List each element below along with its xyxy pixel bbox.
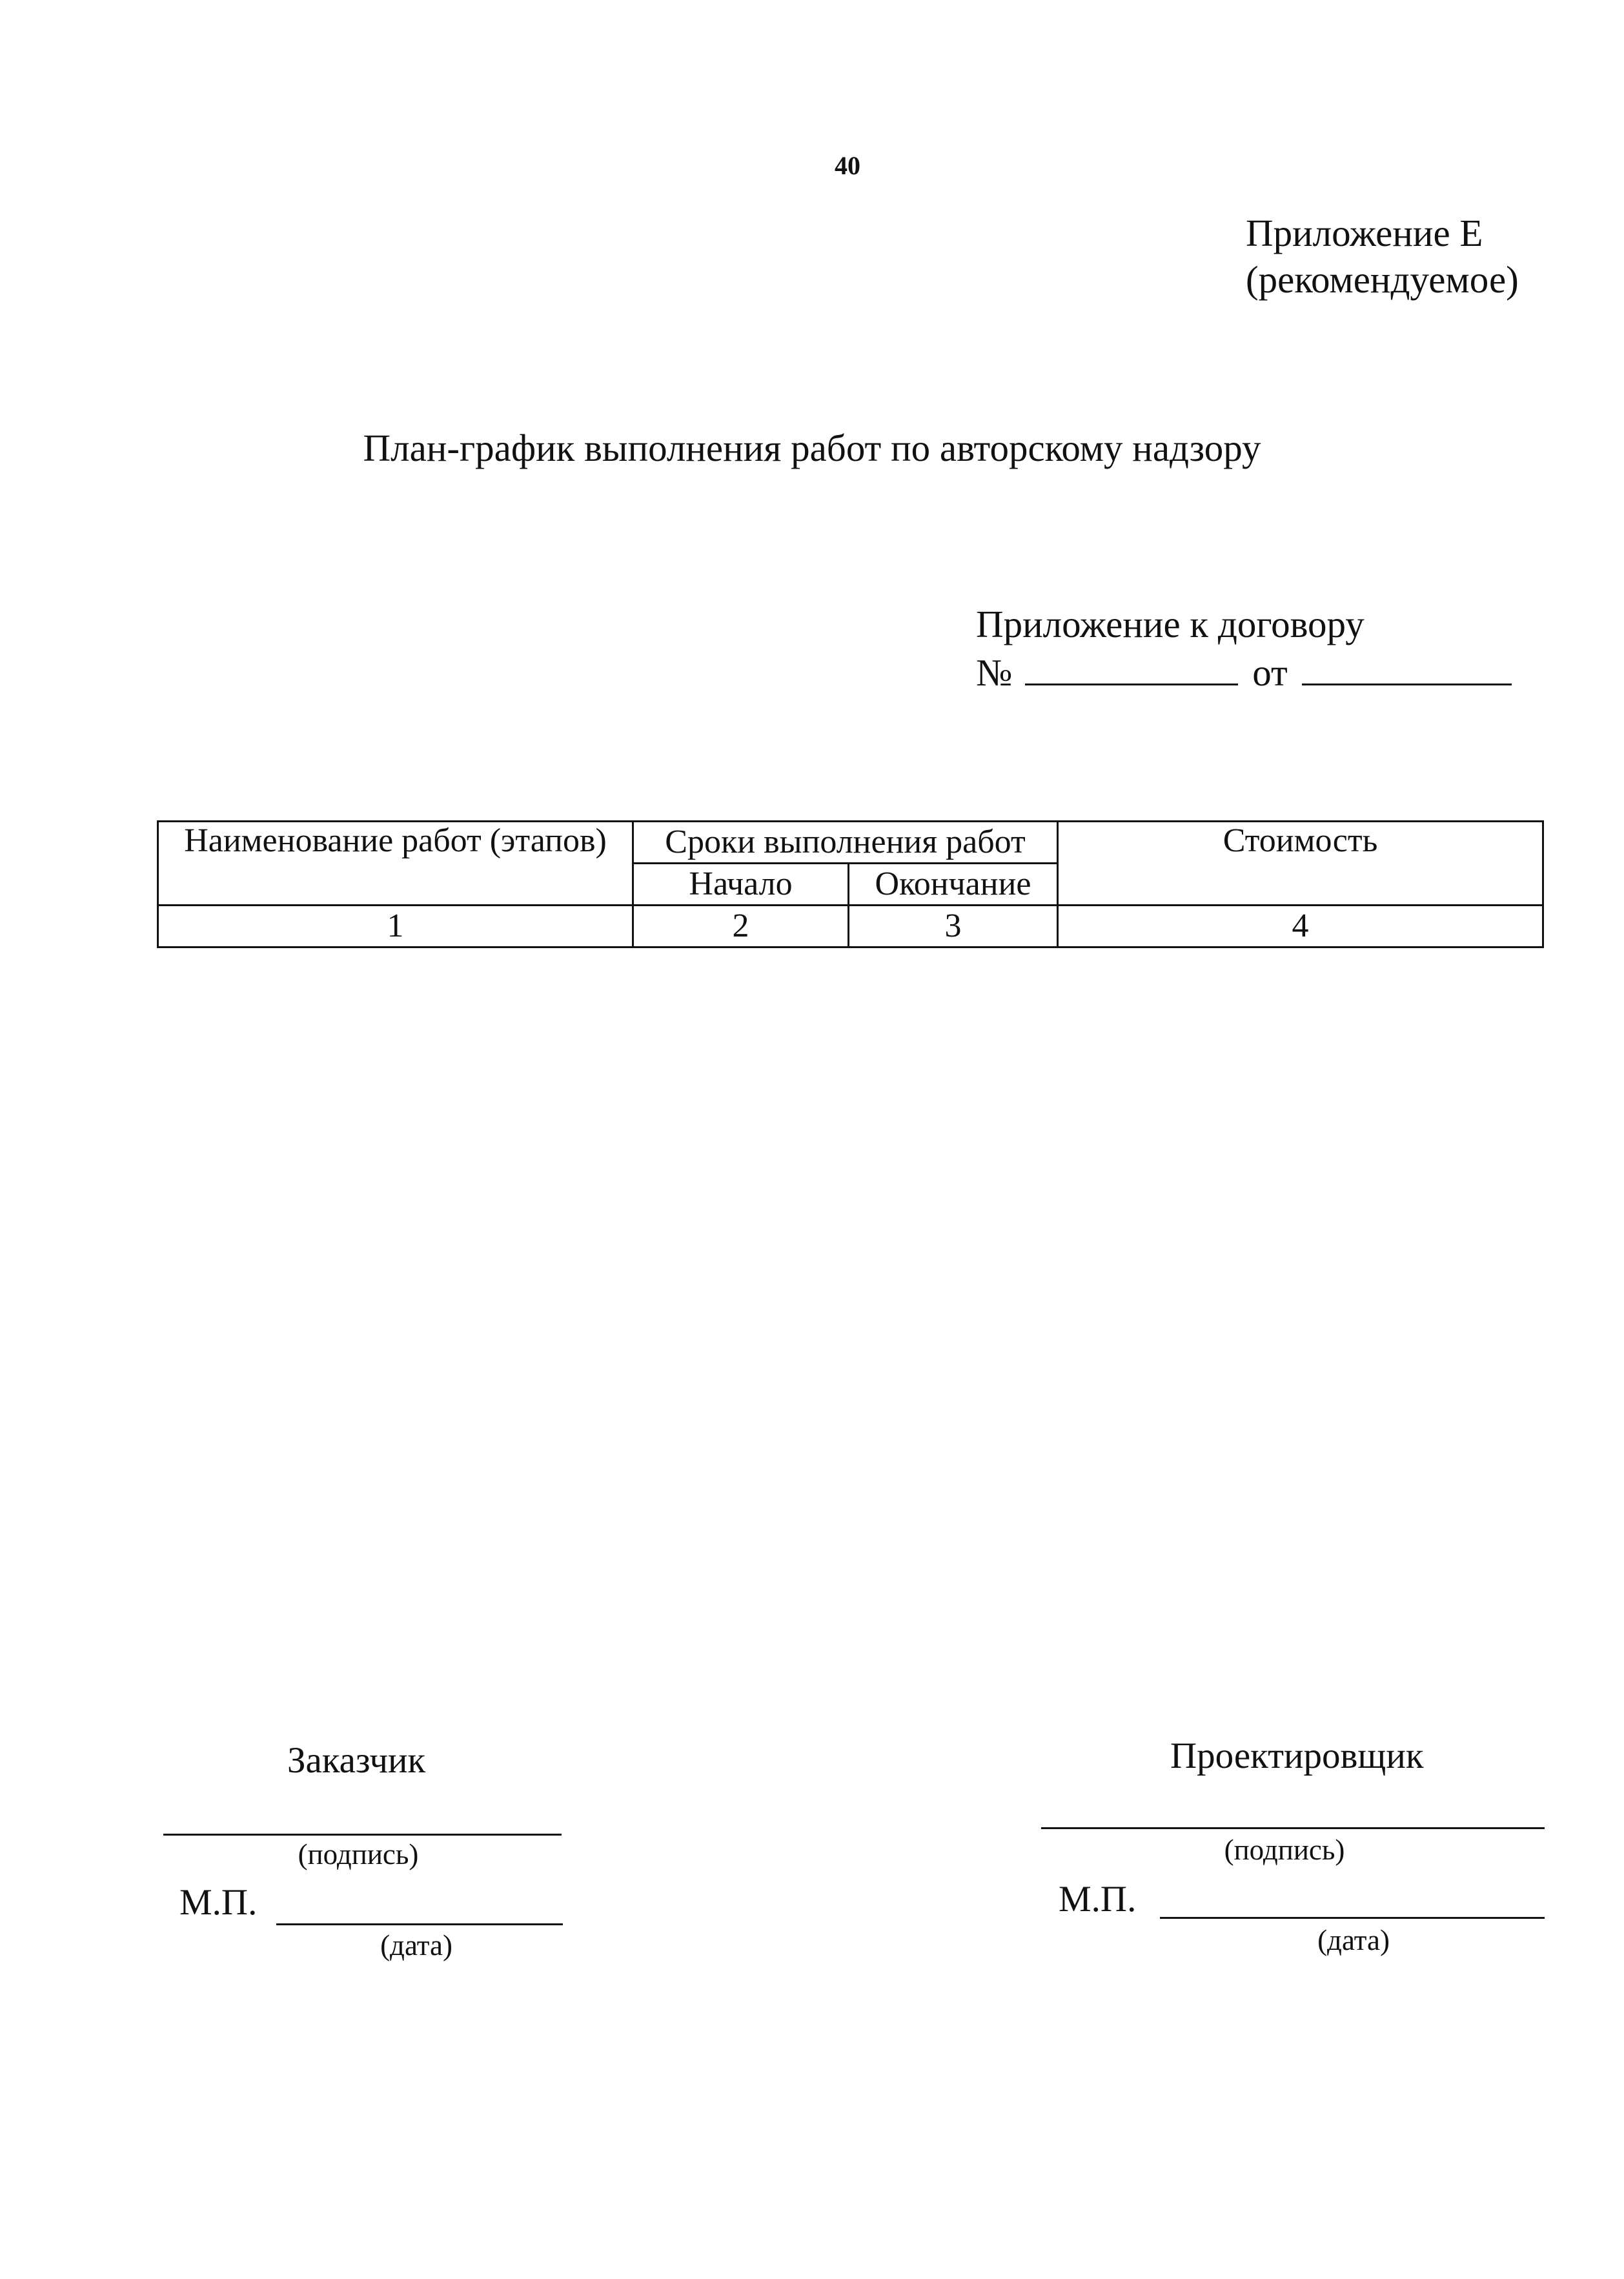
designer-stamp-label: М.П. [1059,1879,1137,1919]
header-terms: Сроки выполнения работ [633,822,1058,864]
contract-reference [976,600,1512,697]
appendix-type: (рекомендуемое) [1246,258,1519,301]
customer-date-caption: (дата) [380,1929,452,1961]
page-number: 40 [835,151,860,180]
appendix-label: Приложение Е [1246,212,1483,254]
designer-signature-caption: (подпись) [1224,1834,1345,1866]
designer-date-caption: (дата) [1317,1924,1390,1956]
customer-date-line[interactable] [276,1923,563,1925]
contract-line: Приложение к договору [976,603,1365,645]
contract-date-blank[interactable] [1302,654,1512,685]
table-number-row [158,906,1543,947]
header-cost: Стоимость [1058,822,1543,906]
header-end: Окончание [849,864,1058,906]
column-number: 3 [849,906,1058,947]
document-title: План-график выполнения работ по авторскому надзору [363,427,1261,469]
column-number: 1 [158,906,633,947]
header-work-name: Наименование работ (этапов) [158,822,633,906]
appendix-label-block [1246,210,1519,303]
designer-signature-line[interactable] [1041,1827,1545,1829]
column-number: 2 [633,906,849,947]
table-header-row [158,822,1543,864]
customer-title: Заказчик [287,1740,426,1781]
contract-number-blank[interactable] [1025,654,1238,685]
designer-date-line[interactable] [1160,1917,1545,1919]
designer-title: Проектировщик [1170,1736,1424,1776]
header-start: Начало [633,864,849,906]
schedule-table [157,820,1544,948]
customer-stamp-label: М.П. [179,1882,258,1923]
customer-signature-caption: (подпись) [298,1838,419,1870]
contract-number-line [976,649,1512,697]
number-sign: № [976,651,1013,694]
customer-signature-line[interactable] [163,1834,562,1836]
column-number: 4 [1058,906,1543,947]
from-label: от [1252,651,1288,694]
